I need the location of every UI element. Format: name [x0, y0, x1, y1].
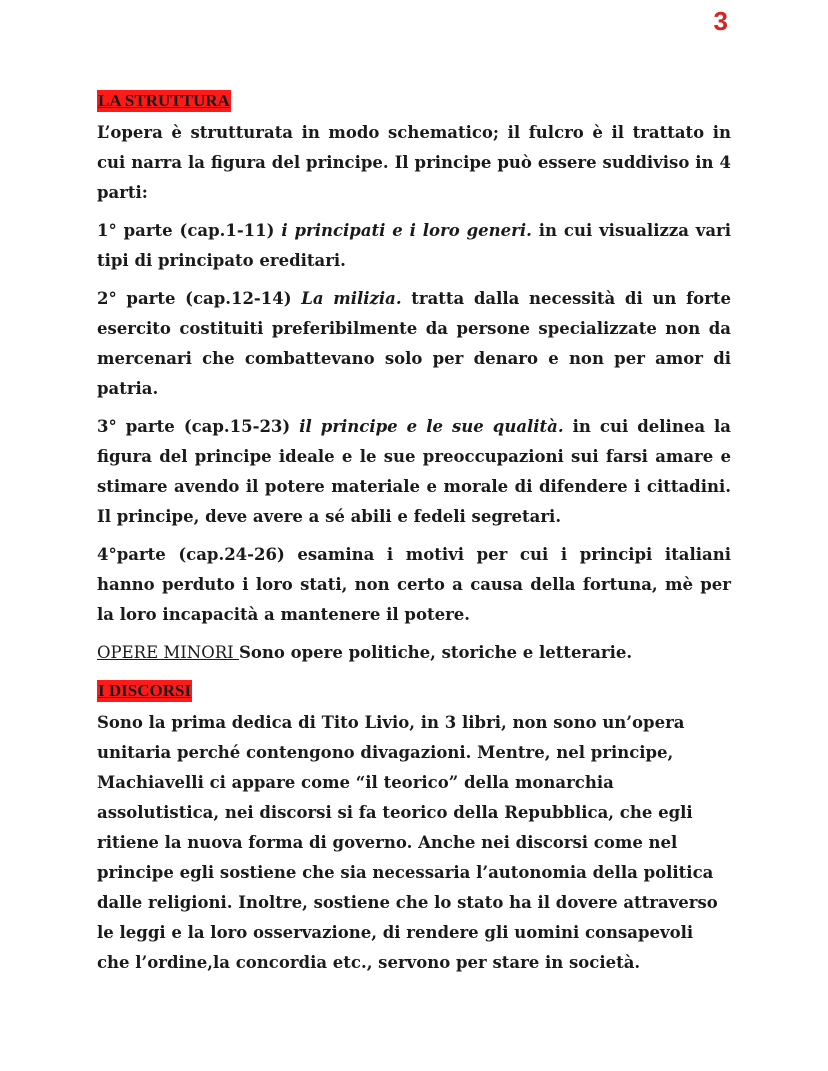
part-3-lead: 3° parte (cap.15-23): [97, 417, 300, 436]
document-body: [97, 86, 731, 986]
part-1-lead: 1° parte (cap.1-11): [97, 221, 282, 240]
part-4: [97, 540, 731, 630]
opere-minori-label: OPERE MINORI: [97, 643, 239, 662]
opere-minori-text: Sono opere politiche, storiche e letterarie.: [238, 643, 633, 662]
heading-i-discorsi: I DISCORSI: [98, 681, 192, 700]
part-4-lead: 4°parte (cap.24-26): [97, 545, 298, 564]
part-4-text: esamina i motivi per cui i principi italiani hanno perduto i loro stati, non certo a causa della fortuna, mè per la loro incapacità a mantenere il potere.: [97, 545, 731, 624]
page-number: 3: [713, 6, 728, 36]
part-2-title: La milizia.: [301, 289, 402, 308]
opere-minori: [97, 638, 731, 668]
part-3-text: in cui delinea la figura del principe ideale e le sue preoccupazioni sui farsi amare e stimare avendo il potere materiale e morale di difendere i cittadini. Il principe, deve avere a sé abili e fedeli segretari.: [97, 417, 731, 526]
discorsi-text: Sono la prima dedica di Tito Livio, in 3 libri, non sono un’opera unitaria perché contengono divagazioni. Mentre, nel principe, Machiavelli ci appare come “il teorico” della monarchia assolutistica, nei discorsi si fa teorico della Repubblica, che egli ritiene la nuova forma di governo. Anche nei discorsi come nel principe egli sostiene che sia necessaria l’autonomia della politica dalle religioni. Inoltre, sostiene che lo stato ha il dovere attraverso le leggi e la loro osservazione, di rendere gli uomini consapevoli che l’ordine,la concordia etc., servono per stare in società.: [97, 713, 718, 972]
part-2: [97, 284, 731, 404]
part-3: [97, 412, 731, 532]
heading-la-struttura: LA STRUTTURA: [98, 91, 230, 110]
struttura-intro: L’opera è strutturata in modo schematico; il fulcro è il trattato in cui narra la figura del principe. Il principe può essere suddiviso in 4 parti:: [97, 123, 731, 202]
part-1-title: i principati e i loro generi.: [281, 221, 532, 240]
part-2-lead: 2° parte (cap.12-14): [97, 289, 302, 308]
section-struttura: [97, 86, 731, 110]
part-3-title: il principe e le sue qualità.: [299, 417, 564, 436]
part-1: [97, 216, 731, 276]
part-2-text: tratta dalla necessità di un forte esercito costituiti preferibilmente da persone specializzate non da mercenari che combattevano solo per denaro e non per amor di patria.: [97, 289, 732, 398]
section-discorsi: [97, 676, 731, 700]
part-1-text: in cui visualizza vari tipi di principato ereditari.: [97, 221, 732, 270]
